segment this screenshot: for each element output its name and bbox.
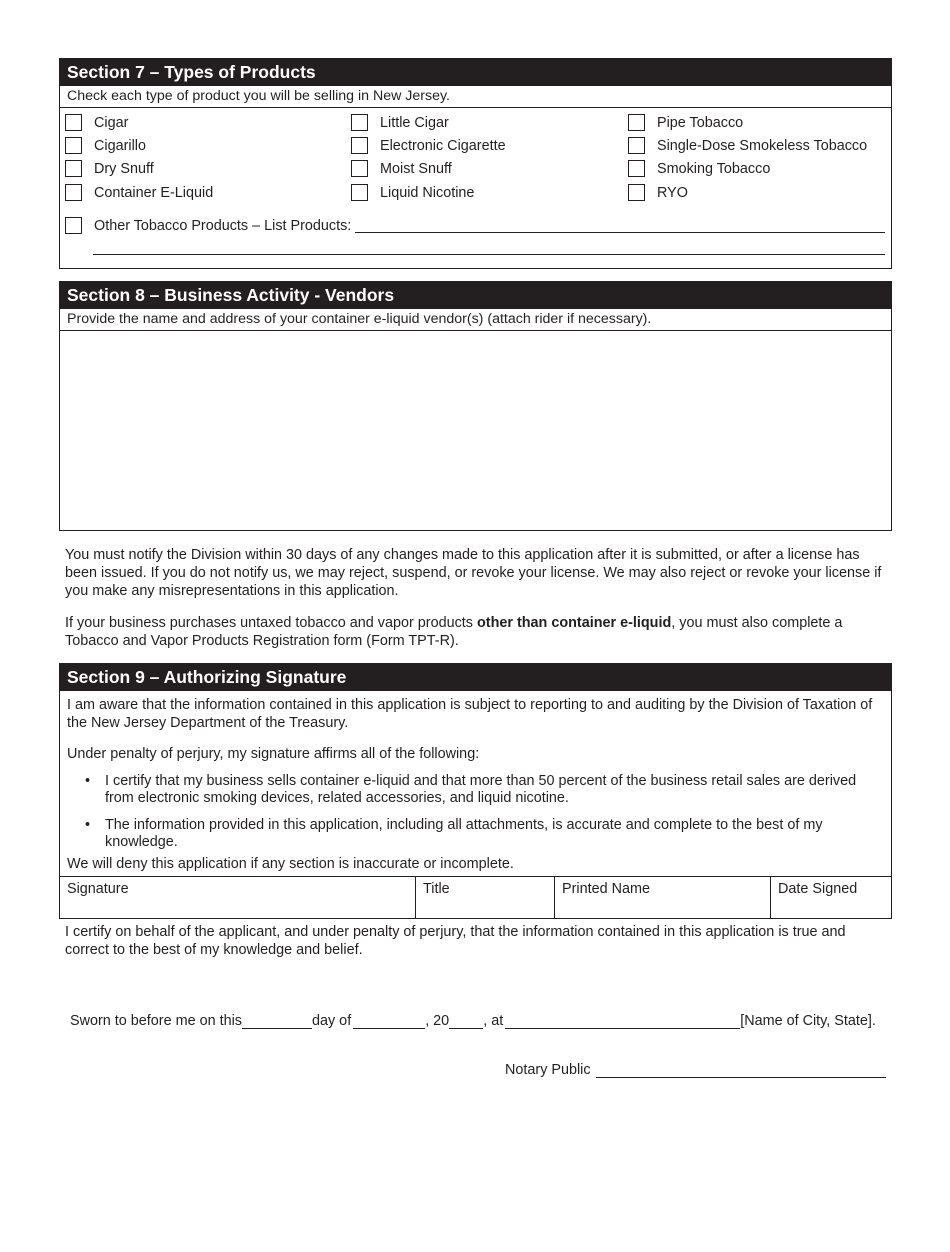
section-7-header: Section 7 – Types of Products	[60, 59, 891, 86]
pipe-tobacco-checkbox[interactable]	[628, 114, 645, 131]
notary-public-line	[505, 1062, 886, 1078]
checkbox-row-container-eliquid[interactable]	[65, 184, 213, 201]
date-signed-field[interactable]	[771, 877, 891, 918]
section-9-signature	[59, 663, 892, 919]
checkbox-label: Container E-Liquid	[94, 184, 214, 201]
sworn-month-blank[interactable]	[353, 1013, 425, 1029]
section-8-vendors	[59, 281, 892, 531]
sworn-day-blank[interactable]	[242, 1013, 312, 1029]
tpt-r-text-pre: If your business purchases untaxed tobacco and vapor products	[65, 615, 477, 631]
sworn-text-1: Sworn to before me on this	[70, 1013, 242, 1029]
checkbox-row-electronic-cigarette[interactable]	[351, 137, 506, 154]
sworn-text-4: , at	[483, 1013, 504, 1029]
checkbox-row-little-cigar[interactable]	[351, 114, 449, 131]
checkbox-label: Single-Dose Smokeless Tobacco	[657, 137, 868, 154]
title-label: Title	[423, 881, 450, 897]
printed-name-label: Printed Name	[562, 881, 650, 897]
dry-snuff-checkbox[interactable]	[65, 160, 82, 177]
checkbox-row-smoking-tobacco[interactable]	[628, 160, 770, 177]
section-9-body	[60, 691, 891, 873]
checkbox-row-liquid-nicotine[interactable]	[351, 184, 474, 201]
moist-snuff-checkbox[interactable]	[351, 160, 368, 177]
checkbox-row-other[interactable]	[65, 217, 351, 234]
section-7-products	[59, 58, 892, 269]
checkbox-row-cigarillo[interactable]	[65, 137, 146, 154]
checkbox-row-cigar[interactable]	[65, 114, 128, 131]
checkbox-label: RYO	[657, 184, 688, 201]
sworn-city-blank[interactable]	[505, 1013, 740, 1029]
signature-row	[60, 876, 891, 918]
title-field[interactable]	[416, 877, 555, 918]
section-8-instruction: Provide the name and address of your container e-liquid vendor(s) (attach rider if necessary).	[60, 309, 891, 331]
signature-label: Signature	[67, 881, 129, 897]
sworn-text-5: [Name of City, State].	[740, 1013, 876, 1029]
little-cigar-checkbox[interactable]	[351, 114, 368, 131]
other-products-line-1[interactable]	[355, 232, 885, 233]
affirmation-text: The information provided in this application, including all attachments, is accurate and complete to the best of my knowledge.	[105, 816, 823, 850]
checkbox-row-moist-snuff[interactable]	[351, 160, 452, 177]
other-products-line-2[interactable]	[93, 254, 885, 255]
signature-field[interactable]	[60, 877, 416, 918]
date-signed-label: Date Signed	[778, 881, 858, 897]
section-8-header: Section 8 – Business Activity - Vendors	[60, 282, 891, 309]
bullet-icon: •	[85, 816, 91, 833]
deny-text: We will deny this application if any section is inaccurate or incomplete.	[67, 855, 514, 872]
checkbox-row-ryo[interactable]	[628, 184, 688, 201]
checkbox-label: Liquid Nicotine	[380, 184, 475, 201]
liquid-nicotine-checkbox[interactable]	[351, 184, 368, 201]
other-products-checkbox[interactable]	[65, 217, 82, 234]
awareness-text: I am aware that the information contained in this application is subject to reporting to and auditing by the Division of Taxation of the New Jersey Department of the Treasury.	[67, 697, 873, 731]
certify-paragraph: I certify on behalf of the applicant, and under penalty of perjury, that the information contained in this application is true and correct to the best of my knowledge and belief.	[65, 924, 846, 958]
vendor-entry-area[interactable]	[60, 331, 891, 530]
notify-paragraph: You must notify the Division within 30 days of any changes made to this application after it is submitted, or after a license has been issued. If you do not notify us, we may reject, suspend, or revoke your license. We may also reject or revoke your license if you make any misrepresentations in this application.	[65, 547, 882, 599]
cigar-checkbox[interactable]	[65, 114, 82, 131]
checkbox-row-pipe-tobacco[interactable]	[628, 114, 743, 131]
container-eliquid-checkbox[interactable]	[65, 184, 82, 201]
sworn-year-blank[interactable]	[449, 1013, 483, 1029]
cigarillo-checkbox[interactable]	[65, 137, 82, 154]
notary-signature-blank[interactable]	[596, 1062, 886, 1078]
sworn-text-3: , 20	[425, 1013, 450, 1029]
checkbox-label: Pipe Tobacco	[657, 114, 744, 131]
smoking-tobacco-checkbox[interactable]	[628, 160, 645, 177]
single-dose-smokeless-checkbox[interactable]	[628, 137, 645, 154]
checkbox-label: Smoking Tobacco	[657, 160, 771, 177]
checkbox-label: Dry Snuff	[94, 160, 154, 177]
bullet-icon: •	[85, 772, 91, 789]
printed-name-field[interactable]	[555, 877, 771, 918]
tpt-r-paragraph	[65, 614, 890, 650]
affirmation-item	[85, 817, 884, 852]
electronic-cigarette-checkbox[interactable]	[351, 137, 368, 154]
notary-label: Notary Public	[505, 1062, 591, 1078]
checkbox-row-single-dose-smokeless[interactable]	[628, 137, 867, 154]
checkbox-label: Little Cigar	[380, 114, 449, 131]
tpt-r-text-bold: other than container e-liquid	[476, 615, 672, 631]
ryo-checkbox[interactable]	[628, 184, 645, 201]
checkbox-label: Electronic Cigarette	[380, 137, 506, 154]
penalty-text: Under penalty of perjury, my signature affirms all of the following:	[67, 746, 480, 762]
sworn-text-2: day of	[311, 1013, 352, 1029]
section-9-header: Section 9 – Authorizing Signature	[60, 664, 891, 691]
affirmation-list	[67, 773, 884, 852]
checkbox-label: Cigar	[94, 114, 129, 131]
tpt-r-text-post: , you must also complete a Tobacco and Vapor Products Registration form (Form TPT-R).	[65, 615, 843, 649]
checkbox-label: Moist Snuff	[380, 160, 452, 177]
section-7-instruction: Check each type of product you will be selling in New Jersey.	[60, 86, 891, 108]
checkbox-row-dry-snuff[interactable]	[65, 160, 154, 177]
affirmation-text: I certify that my business sells container e-liquid and that more than 50 percent of the business retail sales are derived from electronic smoking devices, related accessories, and liquid nicotine.	[105, 772, 857, 806]
checkbox-label: Cigarillo	[94, 137, 146, 154]
checkbox-label: Other Tobacco Products – List Products:	[94, 217, 352, 234]
affirmation-item	[85, 773, 884, 808]
sworn-statement	[70, 1013, 876, 1029]
